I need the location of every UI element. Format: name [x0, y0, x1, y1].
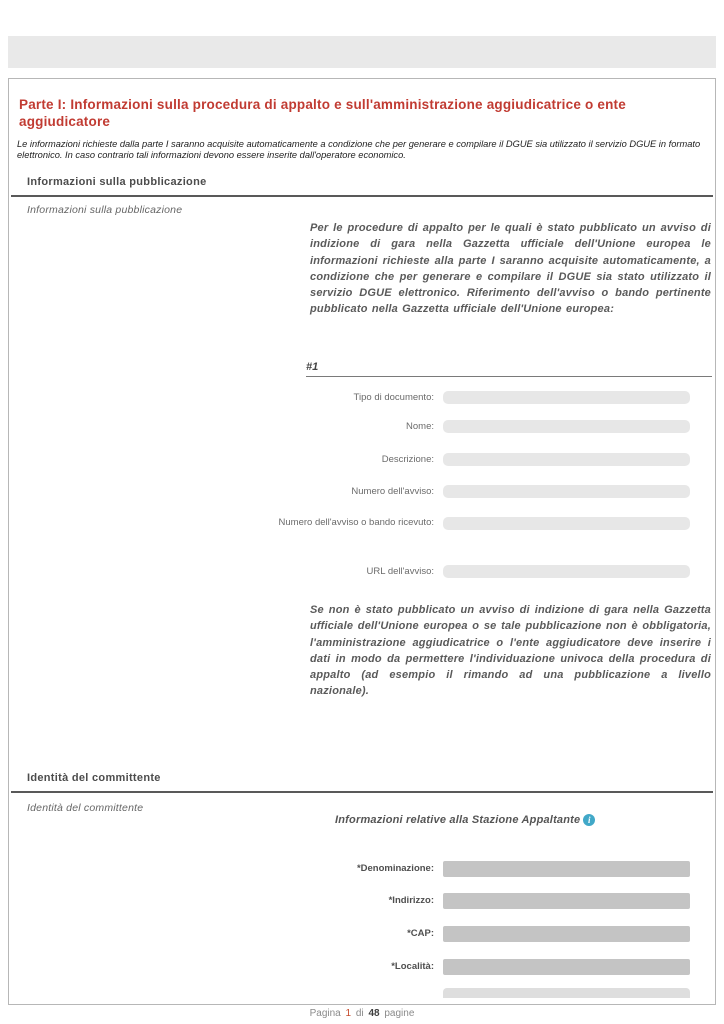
field-row: [257, 420, 690, 433]
field-row: [257, 453, 690, 466]
localita-input[interactable]: [443, 959, 690, 975]
pagination: [0, 1008, 724, 1019]
cap-label: *CAP:: [407, 928, 434, 939]
item-reference: #1: [306, 361, 712, 377]
numero-avviso-bando-ricevuto-input[interactable]: [443, 517, 690, 530]
field-row: [257, 565, 690, 578]
pagine-label: pagine: [384, 1008, 415, 1019]
field-row: [257, 485, 690, 498]
numero-avviso-label: Numero dell'avviso:: [351, 485, 434, 497]
part1-title: Parte I: Informazioni sulla procedura di appalto e sull'amministrazione aggiudicatrice o ente aggiudicatore: [19, 97, 626, 129]
total-pages-number: 48: [368, 1008, 380, 1019]
url-avviso-label: URL dell'avviso:: [366, 565, 434, 577]
localita-label: *Località:: [391, 961, 434, 972]
stazione-appaltante-subheading: Informazioni relative alla Stazione Appaltante: [335, 814, 581, 826]
next-field-partial-input[interactable]: [443, 988, 690, 998]
section-header-committente: Identità del committente: [11, 772, 713, 793]
indirizzo-label: *Indirizzo:: [388, 895, 434, 906]
field-row: [257, 517, 690, 530]
indirizzo-input[interactable]: [443, 893, 690, 909]
numero-avviso-bando-ricevuto-label: Numero dell'avviso o bando ricevuto:: [278, 517, 434, 528]
paragraph-avviso-pubblicato: Per le procedure di appalto per le quali è stato pubblicato un avviso di indizione di gara nella Gazzetta ufficiale dell'Unione europea le informazioni richieste alla parte I saranno acquisite automaticamente, a condizione che per generare e compilare il DGUE sia stato utilizzato il servizio DGUE elettronico. Riferimento dell'avviso o bando pertinente pubblicato nella Gazzetta ufficiale dell'Unione europea:: [310, 222, 711, 316]
header-bar: [8, 36, 716, 68]
di-label: di: [355, 1008, 364, 1019]
part1-intro-note: Le informazioni richieste dalla parte I saranno acquisite automaticamente a condizione che per generare e compilare il DGUE sia utilizzato il servizio DGUE in formato elettronico. In caso contrario tali informazioni devono essere inserite dall'operatore economico.: [17, 139, 701, 160]
denominazione-label: *Denominazione:: [356, 863, 434, 874]
field-row: [257, 861, 690, 877]
pagina-label: Pagina: [309, 1008, 341, 1019]
field-row: [257, 926, 690, 942]
side-label-committente: Identità del committente: [27, 802, 144, 814]
info-icon[interactable]: i: [583, 814, 595, 826]
tipo-di-documento-label: Tipo di documento:: [353, 391, 434, 403]
numero-avviso-input[interactable]: [443, 485, 690, 498]
field-row: [257, 893, 690, 909]
nome-label: Nome:: [406, 420, 434, 432]
current-page-number: 1: [345, 1008, 352, 1019]
url-avviso-input[interactable]: [443, 565, 690, 578]
section-header-pubblicazione: Informazioni sulla pubblicazione: [11, 176, 713, 197]
denominazione-input[interactable]: [443, 861, 690, 877]
side-label-pubblicazione: Informazioni sulla pubblicazione: [27, 204, 183, 216]
descrizione-label: Descrizione:: [381, 453, 434, 465]
form-panel: [8, 78, 716, 1005]
field-row: [257, 391, 690, 404]
paragraph-avviso-non-pubblicato: Se non è stato pubblicato un avviso di indizione di gara nella Gazzetta ufficiale dell'Unione europea o se tale pubblicazione non è obbligatoria, l'amministrazione aggiudicatrice o l'ente aggiudicatore deve inserire i dati in modo da permettere l'individuazione univoca della procedura di appalto (ad esempio il rimando ad una pubblicazione a livello nazionale).: [310, 604, 711, 698]
field-row: [257, 959, 690, 975]
tipo-di-documento-input[interactable]: [443, 391, 690, 404]
descrizione-input[interactable]: [443, 453, 690, 466]
cap-input[interactable]: [443, 926, 690, 942]
nome-input[interactable]: [443, 420, 690, 433]
stazione-appaltante-subheading-row: [335, 814, 595, 826]
